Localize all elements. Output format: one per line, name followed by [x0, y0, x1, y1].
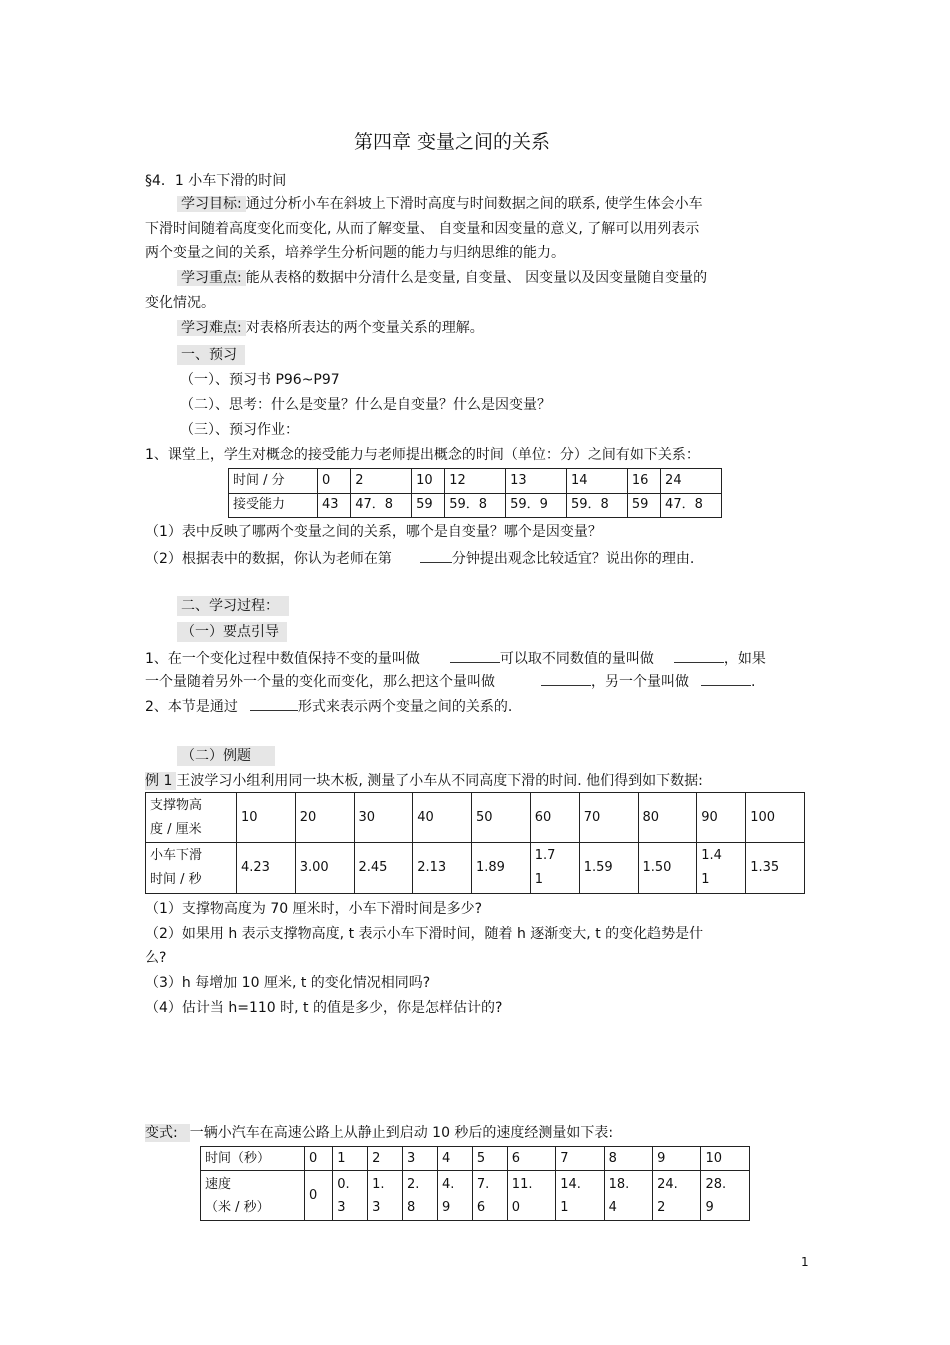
table-cell: 100: [746, 793, 805, 843]
table-cell: 0. 3: [333, 1171, 368, 1221]
process-heading: 二、学习过程：: [177, 596, 289, 616]
table-cell: 4: [437, 1147, 472, 1171]
table-cell: 24. 2: [653, 1171, 701, 1221]
process-line1-part1: 1、在一个变化过程中数值保持不变的量叫做: [145, 651, 420, 667]
objectives-line3: 两个变量之间的关系，培养学生分析问题的能力与归纳思维的能力。: [145, 245, 565, 261]
table-cell: 4.23: [237, 843, 296, 894]
table-cell: 0: [318, 469, 351, 494]
row-label-line: 小车下滑: [150, 848, 203, 863]
table-cell: 59: [627, 493, 660, 518]
process-line3: [145, 696, 512, 717]
example-heading: （二）例题: [177, 746, 275, 766]
process-line2: [145, 671, 755, 692]
q1-sub2: [145, 548, 694, 569]
answer-blank[interactable]: [701, 671, 751, 686]
section-heading: §4．1 小车下滑的时间: [145, 173, 287, 189]
table-cell: 10: [412, 469, 445, 494]
table-row-header: [146, 793, 237, 843]
row-label-line: （米 / 秒）: [205, 1199, 270, 1215]
q1-sub2-part2: 分钟提出观念比较适宜？说出你的理由.: [451, 551, 695, 567]
table-cell: 7: [556, 1147, 604, 1171]
table-cell: 24: [661, 469, 722, 494]
table-cell: 0: [305, 1147, 333, 1171]
process-line1-part3: ，如果: [723, 651, 766, 667]
objectives-line1: 通过分析小车在斜坡上下滑时高度与时间数据之间的联系, 使学生体会小车: [245, 196, 703, 212]
table-cell: 1.4 1: [697, 843, 746, 894]
key-points-line1: 能从表格的数据中分清什么是变量, 自变量、 因变量以及因变量随自变量的: [245, 270, 708, 286]
table-cell: 80: [638, 793, 697, 843]
row-label-line: 支撑物高: [150, 797, 203, 813]
answer-blank[interactable]: [420, 548, 452, 563]
table-cell: 2.45: [354, 843, 413, 894]
objectives-line2: 下滑时间随着高度变化而变化, 从而了解变量、 自变量和因变量的意义, 了解可以用列表示: [145, 220, 700, 237]
table-cell: 2: [351, 469, 412, 494]
key-points-block: [145, 266, 805, 315]
q1-sub1: （1）表中反映了哪两个变量之间的关系，哪个是自变量？哪个是因变量？: [145, 524, 602, 540]
table-cell: 5: [472, 1147, 507, 1171]
preview-item1: （一）、预习书 P96~P97: [180, 372, 340, 388]
table-cell: 1.7 1: [530, 843, 579, 894]
variant-text: 一辆小汽车在高速公路上从静止到启动 10 秒后的速度经测量如下表:: [189, 1125, 614, 1141]
table-row-header: [201, 1171, 305, 1221]
speed-table: [200, 1146, 750, 1221]
table-cell: 28. 9: [701, 1171, 750, 1221]
table-cell: 10: [237, 793, 296, 843]
process-line2-part3: .: [751, 674, 756, 690]
table-cell: 13: [506, 469, 567, 494]
table-cell: 70: [579, 793, 638, 843]
table-cell: 30: [354, 793, 413, 843]
table-row-header: 时间（秒）: [201, 1147, 305, 1171]
process-line1-part2: 可以取不同数值的量叫做: [499, 651, 654, 667]
table-cell: 10: [701, 1147, 750, 1171]
table-cell: 3.00: [295, 843, 354, 894]
preview-heading: 一、预习: [177, 345, 245, 365]
example-q4: （4）估计当 h=110 时, t 的值是多少，你是怎样估计的?: [145, 1000, 503, 1016]
table-row: [146, 843, 805, 894]
row-label-line: 时间 / 秒: [150, 872, 202, 887]
table-cell: 14: [566, 469, 627, 494]
table-cell: 59．9: [506, 493, 567, 518]
acceptance-table: [228, 468, 722, 518]
key-points-label: 学习重点:: [177, 270, 246, 286]
table-cell: 43: [318, 493, 351, 518]
process-subheading: （一）要点引导: [177, 622, 287, 642]
page-number: 1: [801, 1255, 809, 1269]
row-label-line: 度 / 厘米: [150, 821, 202, 837]
answer-blank[interactable]: [250, 696, 298, 711]
table-cell: 1.50: [638, 843, 697, 894]
table-cell: 47．8: [661, 493, 722, 518]
example-q3: （3）h 每增加 10 厘米, t 的变化情况相同吗?: [145, 975, 431, 991]
table-cell: 18. 4: [604, 1171, 652, 1221]
table-row: [201, 1171, 750, 1221]
table-cell: 50: [472, 793, 531, 843]
table-cell: 2: [368, 1147, 403, 1171]
table-cell: 6: [507, 1147, 555, 1171]
q1-sub2-part1: （2）根据表中的数据，你认为老师在第: [145, 551, 392, 567]
preview-item2: （二）、思考：什么是变量？什么是自变量？什么是因变量？: [180, 397, 551, 413]
table-cell: 1: [333, 1147, 368, 1171]
answer-blank[interactable]: [674, 648, 724, 663]
table-row-header: [146, 843, 237, 894]
difficulty-label: 学习难点:: [177, 320, 246, 336]
table-row: [146, 793, 805, 843]
table-row: [201, 1147, 750, 1171]
answer-blank[interactable]: [541, 671, 591, 686]
table-cell: 1.89: [472, 843, 531, 894]
table-cell: 2.13: [413, 843, 472, 894]
example-q2-line2: 么?: [145, 950, 167, 966]
table-cell: 接受能力: [229, 493, 318, 518]
example-text: 王波学习小组利用同一块木板, 测量了小车从不同高度下滑的时间. 他们得到如下数据:: [176, 773, 703, 789]
q1-text: 1、课堂上，学生对概念的接受能力与老师提出概念的时间（单位：分）之间有如下关系：: [145, 447, 700, 463]
table-cell: 12: [445, 469, 506, 494]
process-line2-part1: 一个量随着另外一个量的变化而变化，那么把这个量叫做: [145, 674, 495, 690]
row-label-line: 速度: [205, 1176, 232, 1192]
table-cell: 1.35: [746, 843, 805, 894]
difficulty-block: [177, 316, 484, 341]
table-cell: 7. 6: [472, 1171, 507, 1221]
table-cell: 时间 / 分: [229, 469, 318, 494]
example-label: 例 1: [145, 772, 176, 790]
preview-item3: （三）、预习作业：: [180, 422, 299, 438]
table-row: [229, 469, 722, 494]
variant-label: 变式:: [145, 1124, 190, 1142]
answer-blank[interactable]: [450, 648, 500, 663]
process-line3-part1: 2、本节是通过: [145, 699, 238, 715]
table-cell: 2. 8: [403, 1171, 438, 1221]
table-cell: 11. 0: [507, 1171, 555, 1221]
example-q2-line1: （2）如果用 h 表示支撑物高度, t 表示小车下滑时间，随着 h 逐渐变大, t 的变化趋势是什: [145, 926, 704, 942]
process-line1: [145, 648, 766, 669]
objectives-label: 学习目标:: [177, 196, 246, 212]
table-cell: 59．8: [566, 493, 627, 518]
table-cell: 3: [403, 1147, 438, 1171]
variant-intro: [145, 1123, 613, 1143]
difficulty-text: 对表格所表达的两个变量关系的理解。: [245, 320, 484, 336]
table-cell: 60: [530, 793, 579, 843]
objectives-block: [145, 192, 805, 266]
table-cell: 14. 1: [556, 1171, 604, 1221]
table-cell: 4. 9: [437, 1171, 472, 1221]
chapter-title: 第四章 变量之间的关系: [354, 131, 551, 153]
slide-time-table: [145, 792, 805, 894]
table-cell: 9: [653, 1147, 701, 1171]
process-line3-part2: 形式来表示两个变量之间的关系的.: [297, 699, 513, 715]
table-cell: 59．8: [445, 493, 506, 518]
table-cell: 47．8: [351, 493, 412, 518]
example-intro: [145, 771, 703, 791]
table-cell: 90: [697, 793, 746, 843]
table-cell: 0: [305, 1171, 333, 1221]
table-row: [229, 493, 722, 518]
table-cell: 40: [413, 793, 472, 843]
table-cell: 1.59: [579, 843, 638, 894]
table-cell: 59: [412, 493, 445, 518]
table-cell: 8: [604, 1147, 652, 1171]
process-line2-part2: ，另一个量叫做: [591, 674, 689, 690]
key-points-line2: 变化情况。: [145, 294, 215, 311]
table-cell: 20: [295, 793, 354, 843]
example-q1: （1）支撑物高度为 70 厘米时，小车下滑时间是多少?: [145, 901, 483, 917]
table-cell: 1. 3: [368, 1171, 403, 1221]
table-cell: 16: [627, 469, 660, 494]
